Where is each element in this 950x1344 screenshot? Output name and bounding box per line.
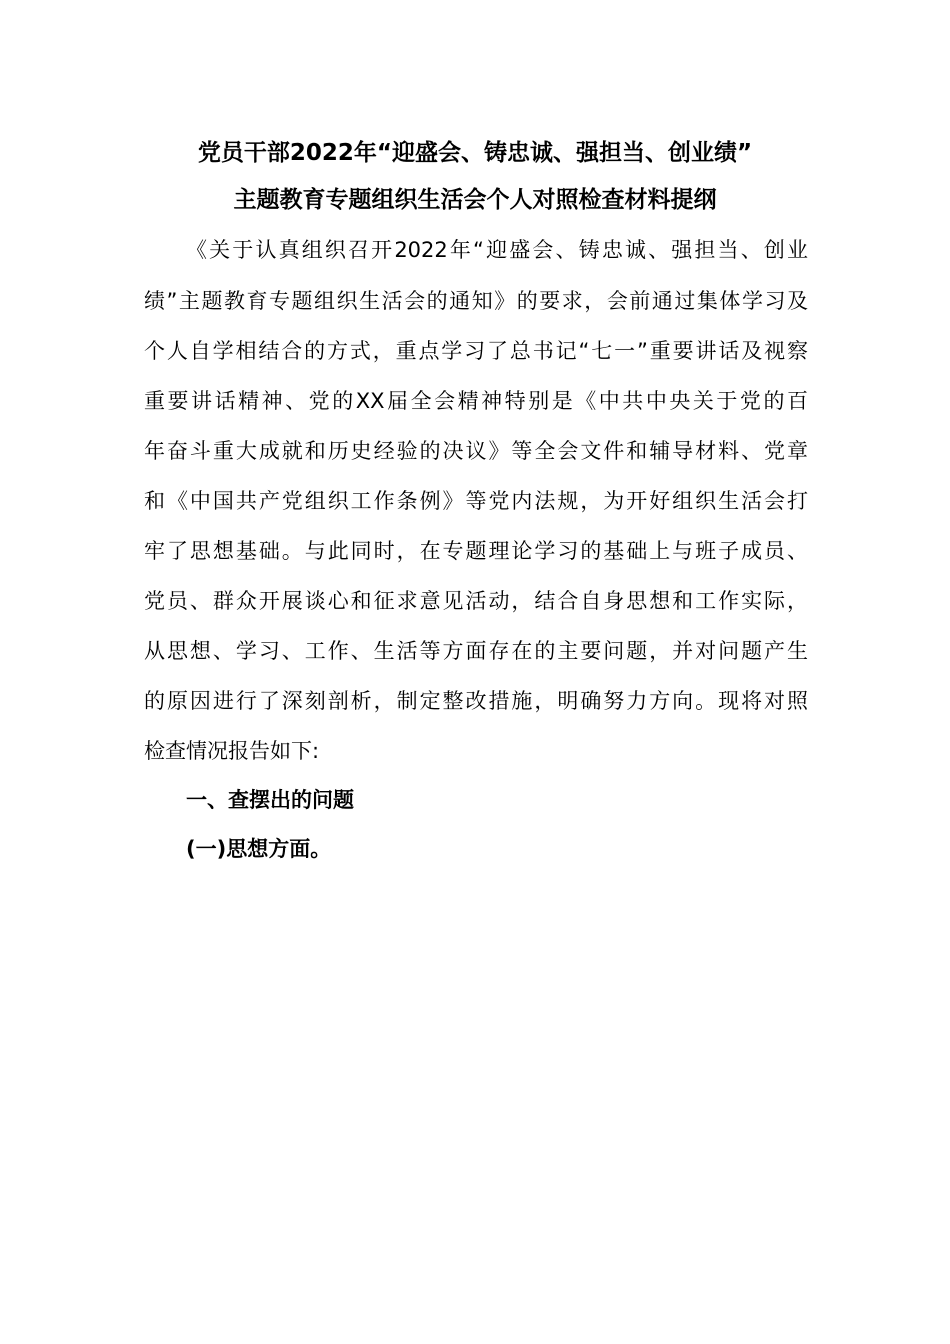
paragraph-line-3: 个人自学相结合的方式，重点学习了总书记“七一”重要讲话及视察 — [144, 339, 808, 363]
document-title-line-2: 主题教育专题组织生活会个人对照检查材料提纲 — [233, 187, 717, 213]
section-heading: 一、查摆出的问题 — [186, 788, 354, 812]
paragraph-line-9: 从思想、学习、工作、生活等方面存在的主要问题，并对问题产生 — [144, 639, 808, 663]
subsection-heading: (一)思想方面。 — [186, 837, 332, 861]
paragraph-line-7: 牢了思想基础。与此同时，在专题理论学习的基础上与班子成员、 — [144, 539, 808, 563]
paragraph-line-2: 绩”主题教育专题组织生活会的通知》的要求，会前通过集体学习及 — [144, 289, 808, 313]
paragraph-line-5: 年奋斗重大成就和历史经验的决议》等全会文件和辅导材料、党章 — [144, 439, 808, 463]
paragraph-line-6: 和《中国共产党组织工作条例》等党内法规，为开好组织生活会打 — [144, 489, 808, 513]
document-title-line-1: 党员干部2022年“迎盛会、铸忠诚、强担当、创业绩” — [197, 140, 753, 166]
paragraph-line-4: 重要讲话精神、党的XX届全会精神特别是《中共中央关于党的百 — [144, 389, 808, 413]
paragraph-line-11: 检查情况报告如下: — [144, 739, 320, 763]
paragraph-line-1: 《关于认真组织召开2022年“迎盛会、铸忠诚、强担当、创业 — [186, 238, 808, 262]
paragraph-line-8: 党员、群众开展谈心和征求意见活动，结合自身思想和工作实际， — [144, 589, 808, 613]
paragraph-line-10: 的原因进行了深刻剖析，制定整改措施，明确努力方向。现将对照 — [144, 689, 808, 713]
